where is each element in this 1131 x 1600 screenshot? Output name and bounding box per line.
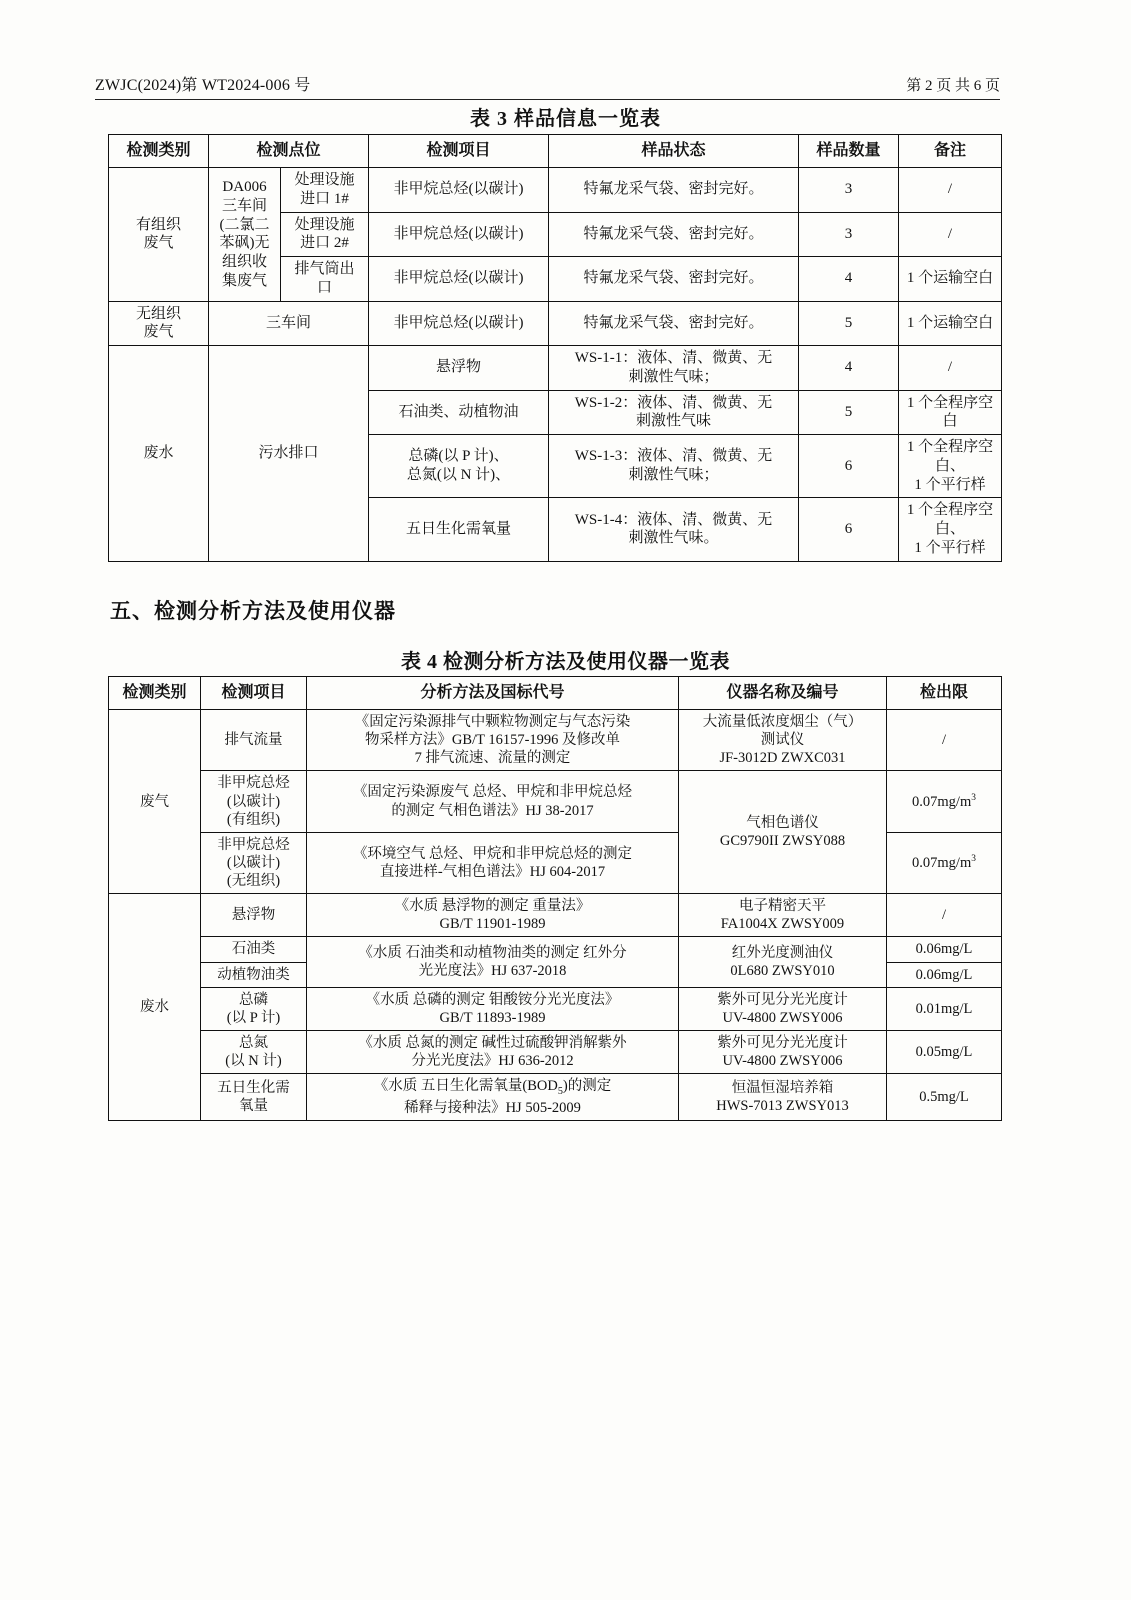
cell-item: 非甲烷总烃(以碳计) (369, 168, 549, 213)
point-line3: (二氯二 (219, 216, 270, 233)
cell-remark (899, 435, 1002, 498)
cell-instrument-bod (679, 1074, 887, 1121)
cell-remark: / (899, 346, 1002, 391)
limit-value: 0.07mg/m (912, 793, 972, 810)
method-line2: 的测定 气相色谱法》HJ 38-2017 (391, 802, 594, 819)
th-remark: 备注 (899, 135, 1002, 168)
state-line2: 刺激性气味； (628, 368, 719, 385)
item-line2: (以 P 计) (226, 1009, 281, 1026)
item-line2: 总氮(以 N 计)、 (406, 467, 511, 484)
state-line2: 刺激性气味。 (628, 530, 719, 547)
th-detection-limit: 检出限 (887, 677, 1002, 710)
cell-state (549, 390, 799, 435)
cell-limit: / (887, 894, 1002, 937)
cell-limit: / (887, 710, 1002, 771)
inlet2-line2: 进口 2# (300, 235, 349, 252)
state-line1: WS-1-4：液体、清、微黄、无 (574, 511, 773, 528)
cell-state: 特氟龙采气袋、密封完好。 (549, 257, 799, 302)
category-line1: 无组织 (135, 305, 181, 322)
sample-info-table (108, 134, 1002, 562)
table3-title: 表 3 样品信息一览表 (470, 108, 661, 130)
cell-state: 特氟龙采气袋、密封完好。 (549, 168, 799, 213)
cell-method-bod (307, 1074, 679, 1121)
section-heading-5: 五、检测分析方法及使用仪器 (110, 599, 396, 623)
cell-count: 4 (799, 346, 899, 391)
state-line1: WS-1-1：液体、清、微黄、无 (574, 350, 773, 366)
cell-point-da006 (209, 168, 281, 302)
state-line1: WS-1-2：液体、清、微黄、无 (574, 394, 773, 411)
table-row (109, 710, 1002, 771)
method-line1: 《固定污染源排气中颗粒物测定与气态污染 (354, 714, 631, 730)
item-line1: 非甲烷总烃 (217, 775, 290, 792)
th-method: 分析方法及国标代号 (307, 677, 679, 710)
table4-wrapper (108, 676, 1001, 1121)
table-row (109, 1074, 1002, 1121)
point-line1: DA006 (222, 179, 267, 195)
cell-point-outlet (281, 257, 369, 302)
table-row (109, 987, 1002, 1030)
cell-count: 3 (799, 212, 899, 257)
category-line2: 废气 (143, 235, 174, 252)
th-point: 检测点位 (209, 135, 369, 168)
cell-count: 5 (799, 390, 899, 435)
cell-method-tp (307, 987, 679, 1030)
table-row (109, 894, 1002, 937)
cell-item-ss: 悬浮物 (201, 894, 307, 937)
inlet1-line1: 处理设施 (294, 172, 355, 188)
instrument-line2: 0L680 ZWSY010 (730, 963, 835, 979)
cell-remark: 1 个运输空白 (899, 257, 1002, 302)
cell-item: 非甲烷总烃(以碳计) (369, 212, 549, 257)
methods-instruments-table (108, 676, 1002, 1121)
method-line2: 稀释与接种法》HJ 505-2009 (404, 1099, 581, 1116)
cell-instrument-uv (679, 987, 887, 1030)
table-row (109, 168, 1002, 213)
cell-point-sewage-outlet: 污水排口 (209, 346, 369, 562)
instrument-line1: 恒温恒湿培养箱 (731, 1079, 834, 1096)
method-line2: GB/T 11893-1989 (439, 1009, 546, 1026)
table4-header-row (109, 677, 1002, 710)
cell-limit: 0.05mg/L (887, 1030, 1002, 1073)
table-row (109, 1030, 1002, 1073)
th-state: 样品状态 (549, 135, 799, 168)
cell-limit: 0.01mg/L (887, 987, 1002, 1030)
instrument-line3: JF-3012D ZWXC031 (719, 750, 846, 767)
cell-limit: 0.5mg/L (887, 1074, 1002, 1121)
cell-method-oil (307, 937, 679, 987)
cell-method-nmhc-organized (307, 771, 679, 832)
table-row (109, 771, 1002, 832)
cell-limit (887, 771, 1002, 832)
cell-item-ss: 悬浮物 (369, 346, 549, 391)
method-line1: 《环境空气 总烃、甲烷和非甲烷总烃的测定 (352, 845, 633, 862)
remark-line2: 1 个平行样 (914, 539, 986, 556)
cell-category-wastewater: 废水 (109, 894, 201, 1121)
table-row (109, 937, 1002, 962)
state-line2: 刺激性气味； (628, 467, 719, 484)
instrument-line1: 大流量低浓度烟尘（气） (702, 714, 863, 730)
cell-method-nmhc-unorganized (307, 832, 679, 893)
method-text-b: )的测定 (562, 1078, 612, 1095)
cell-remark: 1 个全程序空白 (899, 390, 1002, 435)
limit-value: 0.07mg/m (912, 854, 972, 871)
cell-instrument-uv (679, 1030, 887, 1073)
point-line4: 苯砜)无 (219, 235, 270, 252)
instrument-line1: 电子精密天平 (739, 898, 826, 915)
limit-exponent: 3 (971, 792, 976, 803)
instrument-line1: 红外光度测油仪 (731, 944, 834, 961)
cell-item-tp-tn (369, 435, 549, 498)
instrument-line1: 气相色谱仪 (746, 815, 819, 832)
cell-instrument-gc (679, 771, 887, 894)
cell-point-workshop3: 三车间 (209, 301, 369, 346)
method-line1: 《水质 石油类和动植物油类的测定 红外分 (358, 944, 627, 961)
cell-state: 特氟龙采气袋、密封完好。 (549, 212, 799, 257)
cell-method-tn (307, 1030, 679, 1073)
cell-remark (899, 498, 1002, 561)
table-row (109, 346, 1002, 391)
cell-item-oil: 石油类 (201, 937, 307, 962)
item-line3: (有组织) (226, 811, 281, 828)
cell-count: 3 (799, 168, 899, 213)
cell-instrument-balance (679, 894, 887, 937)
item-line1: 五日生化需 (217, 1079, 290, 1096)
outlet-line1: 排气筒出 (294, 261, 355, 277)
item-line2: (以 N 计) (225, 1053, 282, 1069)
inlet2-line1: 处理设施 (294, 216, 355, 233)
method-line2: 直接进样-气相色谱法》HJ 604-2017 (379, 863, 606, 880)
instrument-line2: UV-4800 ZWSY006 (722, 1053, 843, 1069)
limit-exponent: 3 (971, 854, 976, 865)
method-subscript: 5 (557, 1086, 563, 1098)
page-number: 第 2 页 共 6 页 (906, 78, 1000, 94)
cell-item-animal-oil: 动植物油类 (201, 962, 307, 987)
cell-category-waste-gas: 废气 (109, 710, 201, 894)
inlet1-line2: 进口 1# (300, 190, 349, 207)
cell-limit (887, 832, 1002, 893)
cell-method-flow (307, 710, 679, 771)
method-line1: 《水质 总氮的测定 碱性过硫酸钾消解紫外 (358, 1034, 627, 1051)
table4-title: 表 4 检测分析方法及使用仪器一览表 (401, 651, 730, 673)
method-line3: 7 排气流速、流量的测定 (414, 750, 571, 767)
instrument-line2: UV-4800 ZWSY006 (722, 1009, 843, 1026)
method-line2: GB/T 11901-1989 (439, 916, 546, 933)
state-line1: WS-1-3：液体、清、微黄、无 (574, 448, 773, 465)
cell-remark: / (899, 212, 1002, 257)
table3-wrapper (108, 134, 1001, 562)
category-line2: 废气 (143, 324, 174, 341)
th-item: 检测项目 (201, 677, 307, 710)
cell-item-bod: 五日生化需氧量 (369, 498, 549, 561)
th-count: 样品数量 (799, 135, 899, 168)
remark-line2: 1 个平行样 (914, 476, 986, 493)
point-line2: 三车间 (221, 197, 267, 214)
cell-item-flow: 排气流量 (201, 710, 307, 771)
cell-remark: 1 个运输空白 (899, 301, 1002, 346)
cell-item-tn (201, 1030, 307, 1073)
remark-line1: 1 个全程序空白、 (906, 502, 994, 537)
cell-count: 5 (799, 301, 899, 346)
cell-item: 非甲烷总烃(以碳计) (369, 257, 549, 302)
cell-count: 6 (799, 498, 899, 561)
cell-item-oil: 石油类、动植物油 (369, 390, 549, 435)
instrument-line2: FA1004X ZWSY009 (720, 916, 845, 933)
method-line1: 《水质 总磷的测定 钼酸铵分光光度法》 (365, 991, 620, 1008)
cell-category-unorganized (109, 301, 209, 346)
method-text-a: 《水质 五日生化需氧量(BOD (373, 1078, 558, 1095)
item-line2: 氧量 (239, 1097, 268, 1114)
item-line1: 总磷(以 P 计)、 (408, 448, 509, 465)
th-instrument: 仪器名称及编号 (679, 677, 887, 710)
document-number: ZWJC(2024)第 WT2024-006 号 (95, 77, 311, 94)
item-line1: 总氮 (239, 1034, 268, 1051)
instrument-line1: 紫外可见分光光度计 (717, 1034, 848, 1051)
category-line1: 有组织 (135, 216, 181, 233)
th-category: 检测类别 (109, 135, 209, 168)
cell-count: 6 (799, 435, 899, 498)
cell-instrument-oil (679, 937, 887, 987)
cell-method-ss (307, 894, 679, 937)
cell-count: 4 (799, 257, 899, 302)
method-line1 (309, 1077, 676, 1099)
point-line5: 组织收 (221, 254, 267, 270)
item-line2: (以碳计) (226, 793, 281, 810)
instrument-line2: 测试仪 (760, 732, 805, 749)
remark-line1: 1 个全程序空白、 (906, 439, 994, 474)
cell-point-inlet1 (281, 168, 369, 213)
item-line2: (以碳计) (226, 854, 281, 871)
table-row (109, 301, 1002, 346)
item-line3: (无组织) (226, 873, 281, 889)
th-item: 检测项目 (369, 135, 549, 168)
method-line1: 《固定污染源废气 总烃、甲烷和非甲烷总烃 (352, 784, 633, 801)
cell-item-bod (201, 1074, 307, 1121)
point-line6: 集废气 (221, 272, 267, 289)
th-category: 检测类别 (109, 677, 201, 710)
instrument-line2: HWS-7013 ZWSY013 (716, 1097, 849, 1114)
item-line1: 非甲烷总烃 (217, 836, 290, 853)
cell-limit: 0.06mg/L (887, 937, 1002, 962)
outlet-line2: 口 (317, 279, 333, 296)
cell-point-inlet2 (281, 212, 369, 257)
cell-item-nmhc-unorganized (201, 832, 307, 893)
cell-item: 非甲烷总烃(以碳计) (369, 301, 549, 346)
cell-state (549, 498, 799, 561)
instrument-line1: 紫外可见分光光度计 (717, 991, 848, 1008)
state-line2: 刺激性气味 (636, 413, 712, 430)
cell-state: 特氟龙采气袋、密封完好。 (549, 301, 799, 346)
document-header (95, 72, 1000, 100)
cell-category-wastewater: 废水 (109, 346, 209, 562)
method-line2: 光光度法》HJ 637-2018 (418, 963, 567, 979)
method-line2: 物采样方法》GB/T 16157-1996 及修改单 (364, 732, 621, 749)
method-line2: 分光光度法》HJ 636-2012 (411, 1053, 574, 1069)
item-line1: 总磷 (239, 991, 268, 1008)
cell-instrument-flow (679, 710, 887, 771)
table3-header-row (109, 135, 1002, 168)
cell-category-organized (109, 168, 209, 302)
cell-state (549, 435, 799, 498)
cell-item-nmhc-organized (201, 771, 307, 832)
instrument-line2: GC9790II ZWSY088 (719, 833, 846, 850)
method-line1: 《水质 悬浮物的测定 重量法》 (394, 898, 591, 915)
cell-item-tp (201, 987, 307, 1030)
cell-state (549, 346, 799, 391)
cell-remark: / (899, 168, 1002, 213)
cell-limit: 0.06mg/L (887, 962, 1002, 987)
